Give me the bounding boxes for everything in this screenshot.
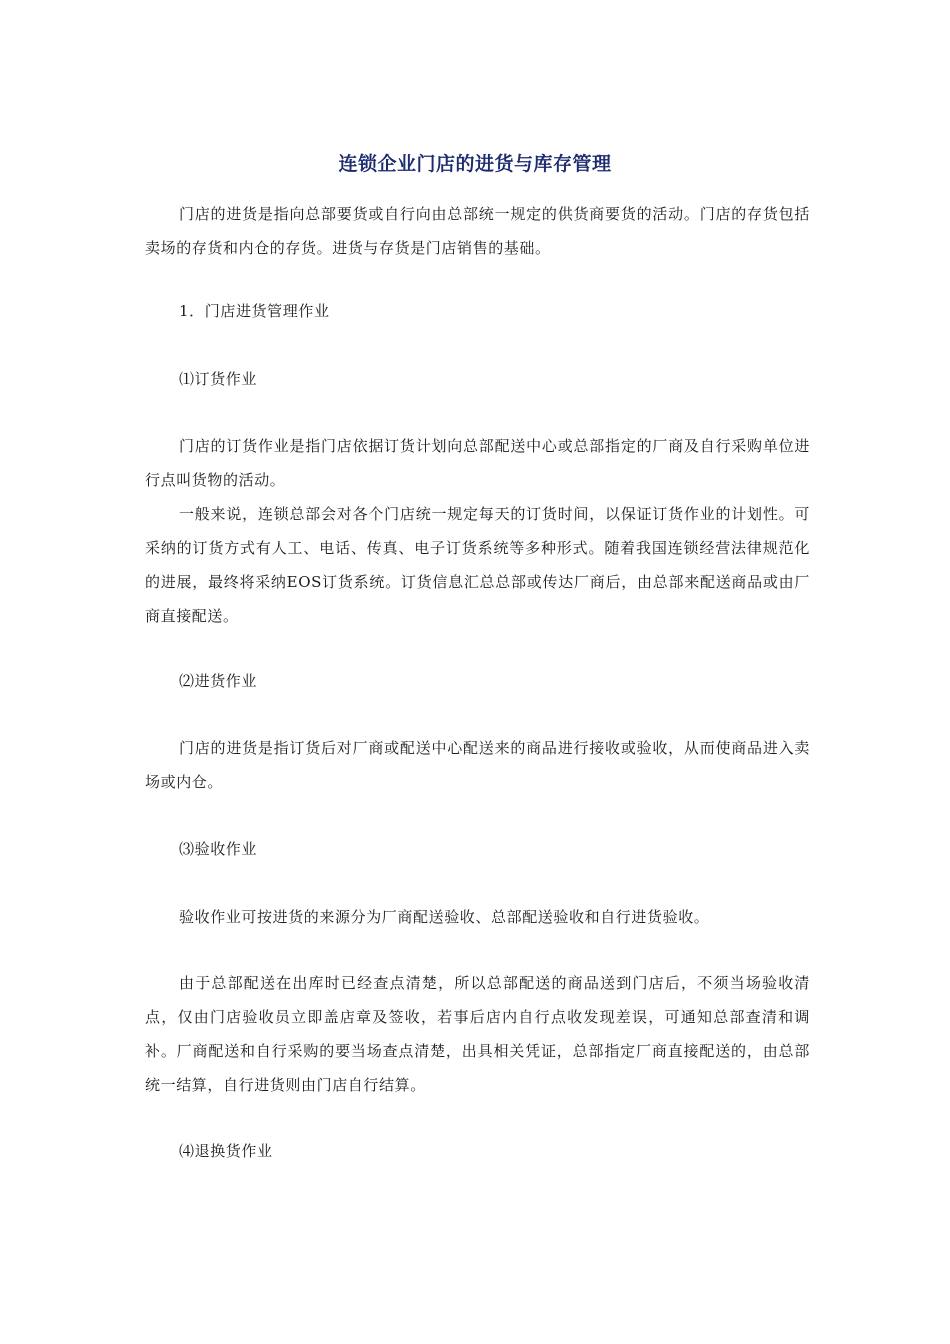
subsection-heading-ordering: ⑴订货作业 [179,370,258,388]
subsection-heading-returns: ⑷退换货作业 [179,1142,273,1160]
subsection-heading-receiving: ⑵进货作业 [179,672,258,690]
ordering-paragraph-2: 一般来说，连锁总部会对各个门店统一规定每天的订货时间，以保证订货作业的计划性。可采纳的订货方式有人工、电话、传真、电子订货系统等多种形式。随着我国连锁经营法律规范化的进展，最终将采纳EOS订货系统。订货信息汇总总部或传达厂商后，由总部来配送商品或由厂商直接配送。 [145,505,810,625]
inspection-paragraph-2: 由于总部配送在出库时已经查点清楚，所以总部配送的商品送到门店后，不须当场验收清点，仅由门店验收员立即盖店章及签收，若事后店内自行点收发现差误，可通知总部查清和调补。厂商配送和自行采购的要当场查点清楚，出具相关凭证，总部指定厂商直接配送的，由总部统一结算，自行进货则由门店自行结算。 [145,974,810,1094]
inspection-paragraph-1: 验收作业可按进货的来源分为厂商配送验收、总部配送验收和自行进货验收。 [179,908,710,926]
subsection-heading-inspection: ⑶验收作业 [179,840,258,858]
intro-paragraph: 门店的进货是指向总部要货或自行向由总部统一规定的供货商要货的活动。门店的存货包括卖场的存货和内仓的存货。进货与存货是门店销售的基础。 [145,205,810,257]
ordering-paragraph-1: 门店的订货作业是指门店依据订货计划向总部配送中心或总部指定的厂商及自行采购单位进行点叫货物的活动。 [145,437,810,489]
receiving-paragraph-1: 门店的进货是指订货后对厂商或配送中心配送来的商品进行接收或验收，从而使商品进入卖场或内仓。 [145,739,810,791]
section-heading-1: 1．门店进货管理作业 [179,302,330,320]
document-title: 连锁企业门店的进货与库存管理 [338,153,612,175]
